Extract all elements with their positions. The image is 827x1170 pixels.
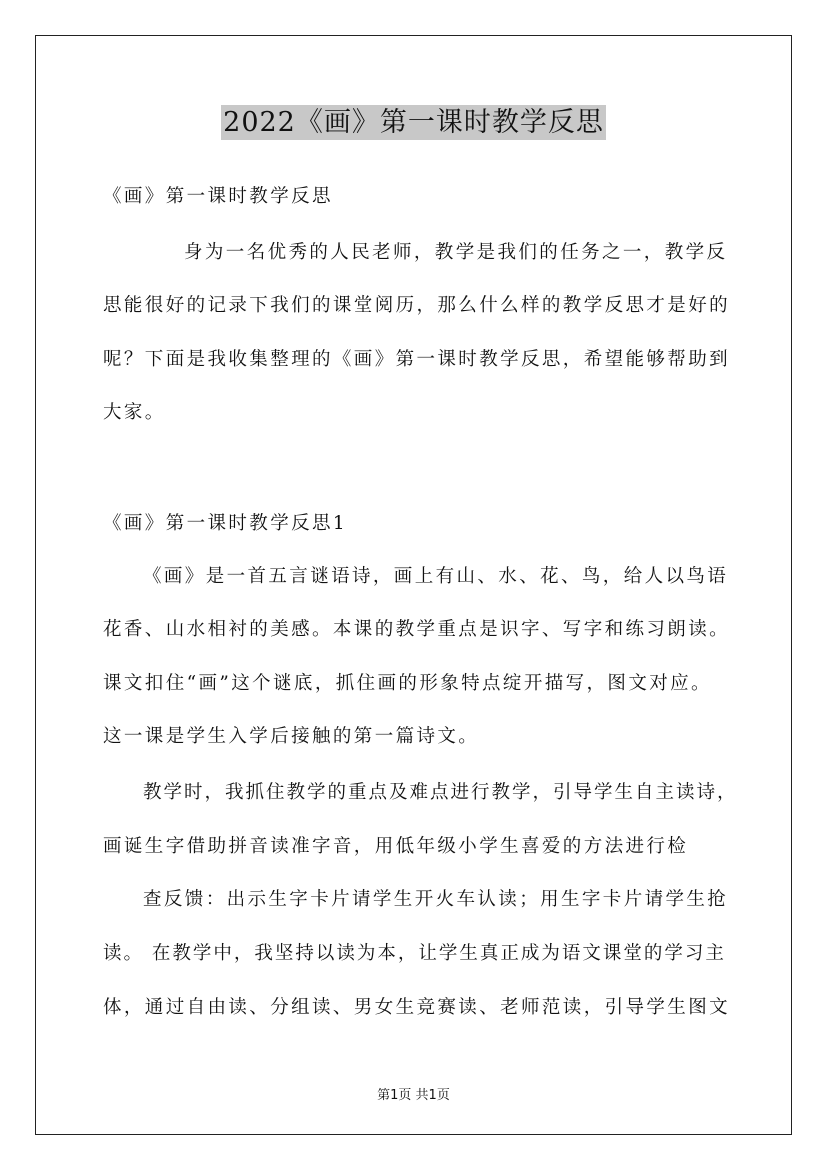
body-line: 读。 在教学中，我坚持以读为本，让学生真正成为语文课堂的学习主 (103, 943, 726, 964)
section-heading: 《画》第一课时教学反思1 (103, 513, 348, 534)
body-line: 画诞生字借助拼音读准字音，用低年级小学生喜爱的方法进行检 (103, 836, 689, 857)
intro-line: 思能很好的记录下我们的课堂阅历，那么什么样的教学反思才是好的 (103, 295, 731, 316)
body-line: 教学时，我抓住教学的重点及难点进行教学，引导学生自主读诗， (143, 782, 738, 803)
intro-line: 身为一名优秀的人民老师，教学是我们的任务之一，教学反 (184, 242, 728, 263)
body-line: 这一课是学生入学后接触的第一篇诗文。 (103, 726, 480, 747)
intro-line: 大家。 (103, 402, 166, 423)
body-line: 课文扣住“画”这个谜底，抓住画的形象特点绽开描写，图文对应。 (103, 673, 712, 694)
body-line: 花香、山水相衬的美感。本课的教学重点是识字、写字和练习朗读。 (103, 619, 731, 640)
page-footer: 第1页 共1页 (377, 1088, 450, 1103)
subtitle: 《画》第一课时教学反思 (103, 186, 333, 207)
intro-line: 呢？下面是我收集整理的《画》第一课时教学反思，希望能够帮助到 (103, 349, 731, 370)
document-title: 2022《画》第一课时教学反思 (223, 107, 604, 138)
body-line: 查反馈：出示生字卡片请学生开火车认读；用生字卡片请学生抢 (143, 889, 729, 910)
body-line: 《画》是一首五言谜语诗，画上有山、水、花、鸟，给人以鸟语 (143, 566, 729, 587)
body-line: 体，通过自由读、分组读、男女生竞赛读、老师范读，引导学生图文 (103, 997, 731, 1018)
document-title-wrap (0, 100, 827, 139)
